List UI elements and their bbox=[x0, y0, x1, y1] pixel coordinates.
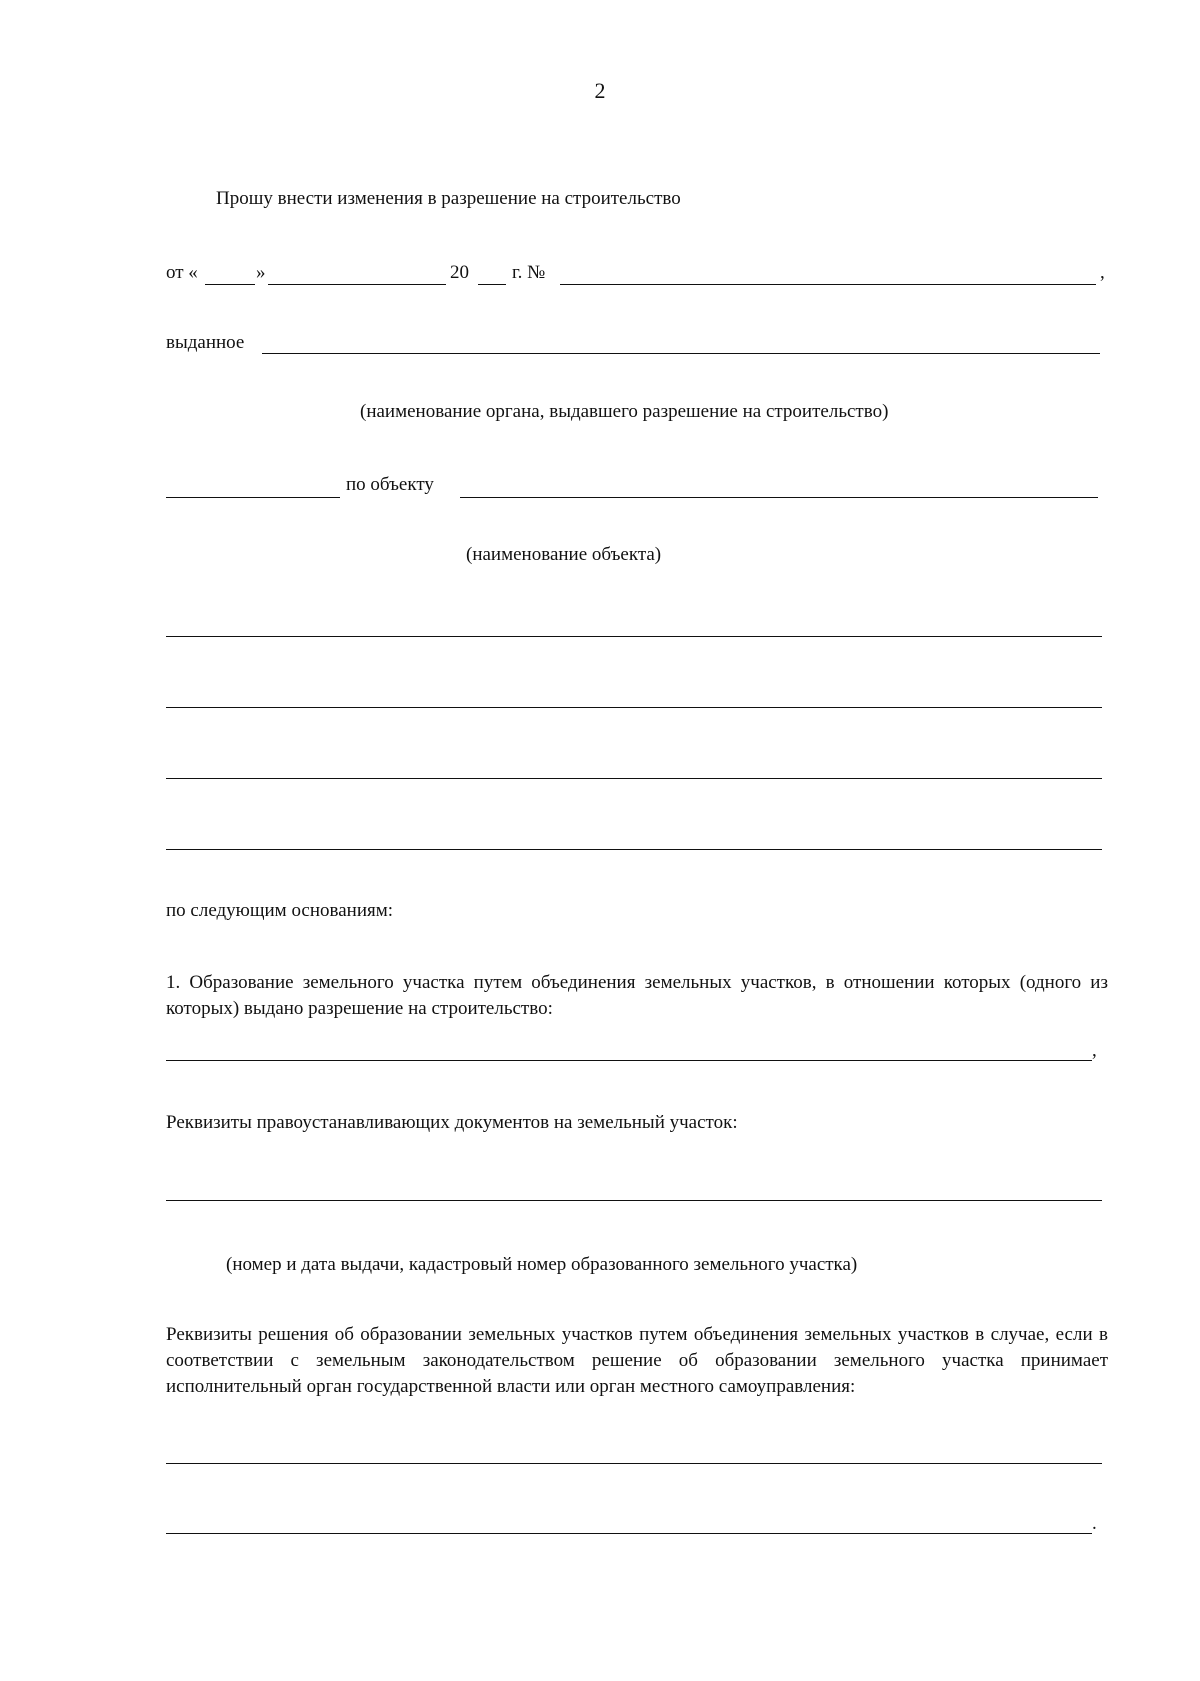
date-quote-close: » bbox=[256, 262, 266, 283]
object-name-field[interactable] bbox=[460, 497, 1098, 498]
decision-paragraph: Реквизиты решения об образовании земельных участков путем объединения земельных участков в случае, если в соответствии с земельным законодательством решение об образовании земельного участка принимает исполнительный орган государственной власти или орган местного самоуправления: bbox=[166, 1324, 1108, 1397]
issuing-authority-field[interactable] bbox=[262, 353, 1100, 354]
blank-line-4[interactable] bbox=[166, 849, 1102, 850]
object-label: по объекту bbox=[346, 474, 434, 495]
rights-docs-label: Реквизиты правоустанавливающих документов на земельный участок: bbox=[166, 1112, 738, 1133]
day-field[interactable] bbox=[205, 284, 255, 285]
page-number: 2 bbox=[594, 78, 606, 103]
blank-line-2[interactable] bbox=[166, 707, 1102, 708]
decision-field-2[interactable] bbox=[166, 1533, 1092, 1534]
issued-label: выданное bbox=[166, 332, 245, 353]
item-1-comma: , bbox=[1092, 1040, 1097, 1061]
decision-field-1[interactable] bbox=[166, 1463, 1102, 1464]
year-prefix: 20 bbox=[450, 262, 469, 283]
year-field[interactable] bbox=[478, 284, 506, 285]
final-period: . bbox=[1092, 1513, 1097, 1534]
object-prefix-field[interactable] bbox=[166, 497, 340, 498]
object-name-caption: (наименование объекта) bbox=[466, 544, 662, 565]
month-field[interactable] bbox=[268, 284, 446, 285]
date-from-label: от « bbox=[166, 262, 198, 283]
rights-docs-field[interactable] bbox=[166, 1200, 1102, 1201]
item-1-field[interactable] bbox=[166, 1060, 1092, 1061]
blank-line-1[interactable] bbox=[166, 636, 1102, 637]
permit-number-label: г. № bbox=[512, 262, 546, 283]
grounds-label: по следующим основаниям: bbox=[166, 900, 394, 921]
rights-docs-caption: (номер и дата выдачи, кадастровый номер образованного земельного участка) bbox=[226, 1254, 858, 1275]
permit-number-field[interactable] bbox=[560, 284, 1096, 285]
date-line-comma: , bbox=[1100, 262, 1105, 283]
item-1-text: 1. Образование земельного участка путем объединения земельных участков, в отношении которых (одного из которых) выдано разрешение на строительство: bbox=[166, 972, 1108, 1019]
issuing-authority-caption: (наименование органа, выдавшего разрешение на строительство) bbox=[360, 401, 889, 422]
request-intro: Прошу внести изменения в разрешение на строительство bbox=[216, 188, 681, 209]
blank-line-3[interactable] bbox=[166, 778, 1102, 779]
